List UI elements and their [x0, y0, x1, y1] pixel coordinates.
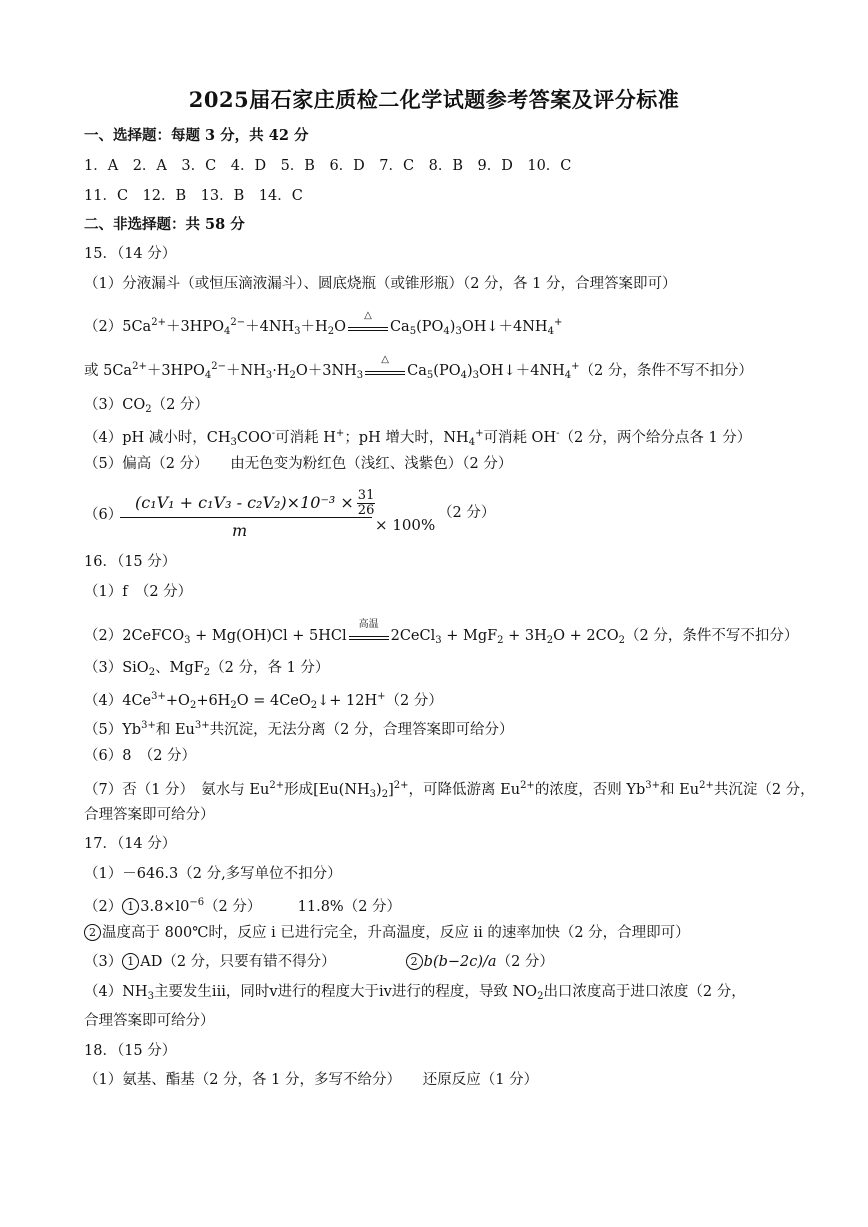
- mc-answers-row2: 11．C 12．B 13．B 14．C: [84, 188, 303, 204]
- fraction-bar: [120, 517, 372, 518]
- formula-small-fraction: $\frac{31}{26}$: [357, 488, 375, 518]
- q17-part3: （3） 1 AD（2 分，只要有错不得分） 2 b(b−2c)/a（2 分）: [84, 954, 554, 970]
- q15-part6-percent: × 100%: [375, 516, 436, 534]
- q15-part6-score: （2 分）: [438, 505, 496, 521]
- q16-part6: （6）8 （2 分）: [84, 748, 197, 764]
- q16-part2-equation: （2）2CeFCO$_3$ + Mg(OH)Cl + 5HCl 高温 2CeCl$_3$ + $MgF_2 + 3H_2O + 2CO_2(2$ 分，条件不写不扣分）: [84, 619, 799, 646]
- q16-header: 16．（15 分）: [84, 554, 177, 570]
- q18-part1: （1）氨基、酯基（2 分，各 1 分，多写不给分） 还原反应（1 分）: [84, 1072, 539, 1088]
- q16-part3: （3）SiO$_2$、MgF$_2$（2 分，各 1 分）: [84, 660, 330, 678]
- q16-part5: $(5)Yb^{3+}$和 $Eu^{3+}$共沉淀，无法分离（2 分，合理答案即可给分）: [84, 720, 514, 738]
- q17-part4-cont: 合理答案即可给分）: [84, 1013, 215, 1029]
- q17-part2-2: 2 温度高于 800℃时，反应 i 已进行完全，升高温度，反应 ii 的速率加快（2 分，合理即可）: [84, 923, 690, 943]
- circled-one: 1: [122, 953, 139, 970]
- q15-part1: （1）分液漏斗（或恒压滴液漏斗）、圆底烧瓶（或锥形瓶）（2 分，各 1 分，合理答案即可）: [84, 276, 677, 292]
- q17-header: 17．（14 分）: [84, 836, 177, 852]
- q17-part4: $(4)NH_3$主要发生iii，同时v进行的程度大于iv进行的程度，导致 $NO_2$出口浓度高于进口浓度（2 分，: [84, 984, 746, 1002]
- q17-part2: （2） 1 $3.8\times l0^{-6}(2$ 分） 11.8%（2 分）: [84, 897, 402, 915]
- q15-part5: （5）偏高（2 分） 由无色变为粉红色（浅红、浅紫色）（2 分）: [84, 456, 513, 472]
- section2-heading: 二、非选择题：共 58 分: [84, 216, 245, 233]
- q16-part1: （1）f （2 分）: [84, 584, 193, 600]
- q16-part4: $(4)4Ce^{3+}+O_2+6H_2O$ = 4CeO$_2$↓+ 12H+（2 分）: [84, 691, 443, 711]
- high-temp-condition: 高温: [349, 627, 389, 640]
- q16-part7-cont: 合理答案即可给分）: [84, 807, 215, 823]
- mc-answers-row1: 1．A 2．A 3．C 4．D 5．B 6．D 7．C 8．B 9．D 10．C: [84, 158, 572, 174]
- q15-part2-equation: $(2)5Ca^{2+}+3HPO_4^{2-}+4NH_3+H_2O$ △ $Ca_5(PO_4)_3OH↓+4NH_4^+$: [84, 310, 563, 337]
- q15-part6-label: （6）: [84, 507, 123, 523]
- formula-numerator: (c₁V₁ + c₁V₃ - c₂V₂)×10⁻³ × $\frac{31}{26}$: [135, 488, 375, 518]
- q17-part1: （1）－646.3（2 分,多写单位不扣分）: [84, 866, 342, 882]
- q15-part2-alt-equation: 或 $5Ca^{2+}+3HPO_4^{2-}+NH_3\cdot H_2O+3NH_3$ △ $Ca_5(PO_4)_3OH↓+4NH_4^+(2$ 分，条件不写不扣分）: [84, 354, 753, 381]
- heat-condition-arrow: △: [348, 318, 388, 331]
- q16-part7: （7）否（1 分） 氨水与 $Eu^{2+}$形成$[Eu(NH_3)_2]^{2+}$，可降低游离 $Eu^{2+}$的浓度，否则 $Yb^{3+}$和 $Eu^{2+}$共沉淀（2 分，: [84, 780, 815, 800]
- q15-header: 15．（14 分）: [84, 246, 177, 262]
- circled-two: 2: [84, 924, 101, 941]
- circled-two: 2: [406, 953, 423, 970]
- q15-part3: $(3)CO_2(2$ 分）: [84, 397, 209, 415]
- circled-one: 1: [122, 898, 139, 915]
- q15-part4: （4）pH 减小时，$CH_3COO^-$可消耗 H+；pH 增大时，$NH_4^+$可消耗 OH-（2 分，两个给分点各 1 分）: [84, 428, 752, 448]
- page-title: 2025届石家庄质检二化学试题参考答案及评分标准: [188, 87, 680, 112]
- heat-condition-arrow: △: [365, 362, 405, 375]
- section1-heading: 一、选择题：每题 3 分，共 42 分: [84, 127, 309, 144]
- q18-header: 18．（15 分）: [84, 1043, 177, 1059]
- formula-denominator: m: [232, 521, 248, 540]
